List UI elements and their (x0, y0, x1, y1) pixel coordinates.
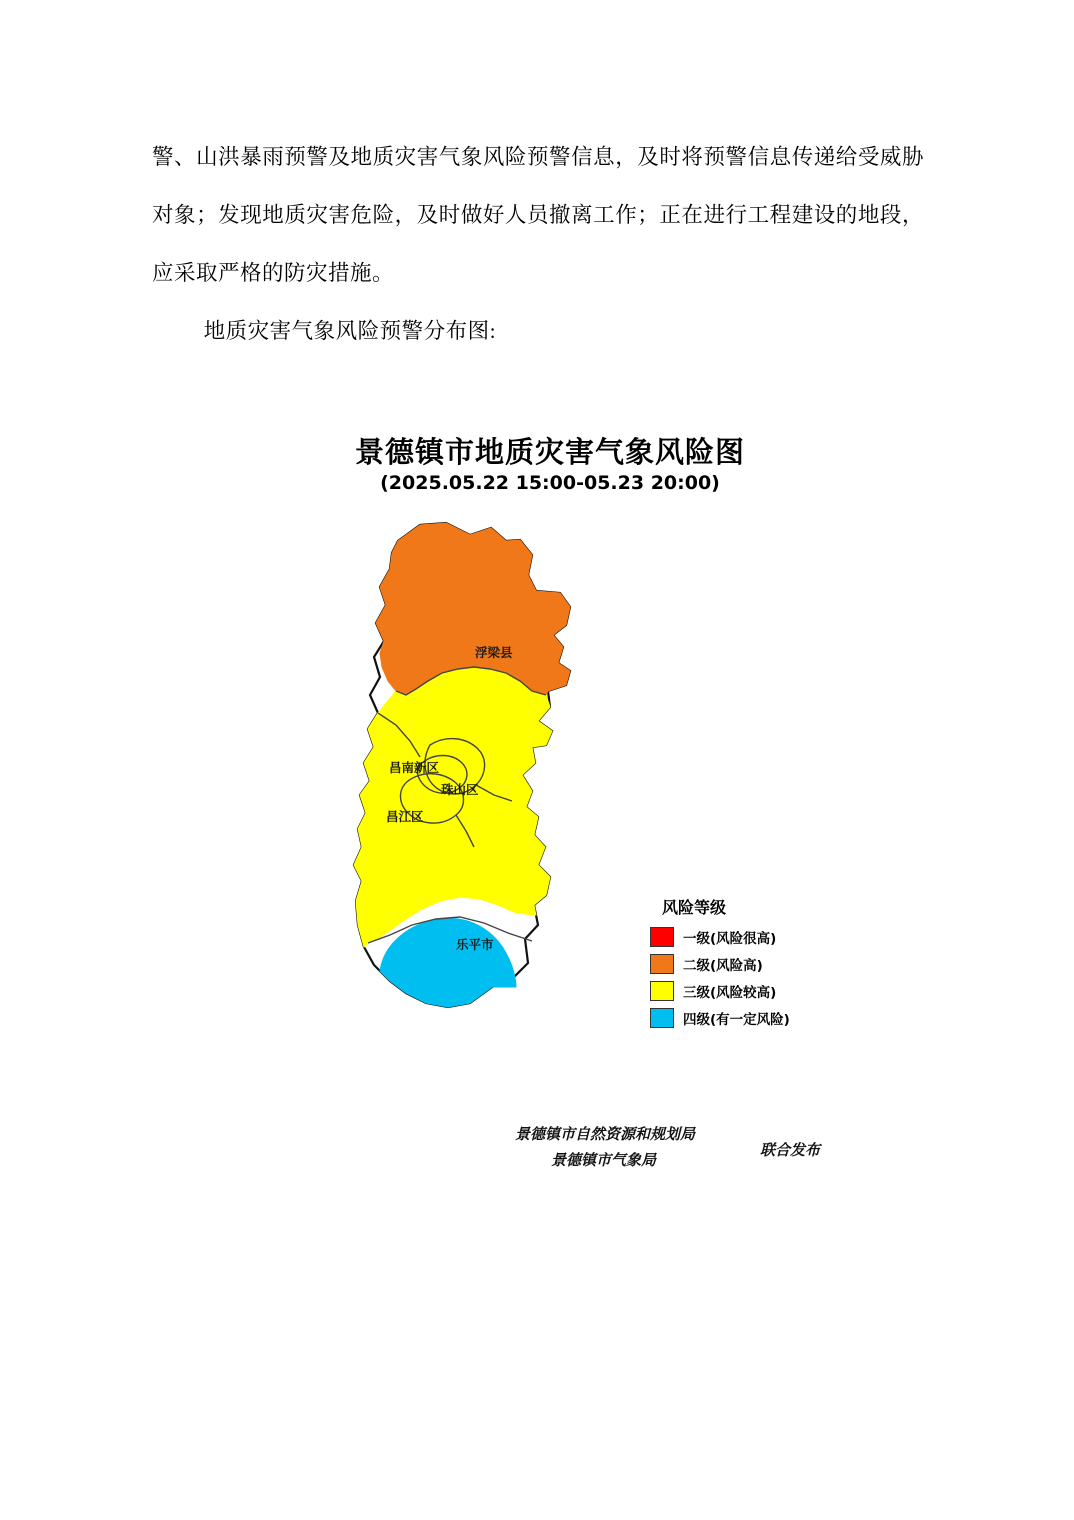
legend-label-level4: 四级(有一定风险) (683, 1012, 790, 1028)
legend-item-level3 (650, 981, 830, 1001)
publisher-line-1: 景德镇市自然资源和规划局 (515, 1125, 696, 1143)
city-label-leping: 乐平市 (456, 937, 494, 952)
map-subtitle: (2025.05.22 15:00-05.23 20:00) (380, 472, 720, 494)
legend-swatch-level4 (650, 1008, 674, 1028)
body-text-block (152, 128, 924, 360)
risk-map-figure (270, 415, 830, 1205)
legend-label-level3: 三级(风险较高) (683, 985, 777, 1001)
city-label-fuliang: 浮梁县 (475, 645, 513, 660)
legend-label-level1: 一级(风险很高) (683, 931, 777, 947)
map-title: 景德镇市地质灾害气象风险图 (354, 435, 745, 469)
legend-title: 风险等级 (662, 898, 727, 917)
city-label-zhushan: 珠山区 (441, 782, 479, 797)
legend-label-level2: 二级(风险高) (683, 958, 763, 974)
paragraph-1: 警、山洪暴雨预警及地质灾害气象风险预警信息，及时将预警信息传递给受威胁对象；发现地质灾害危险，及时做好人员撤离工作；正在进行工程建设的地段，应采取严格的防灾措施。 (152, 145, 924, 285)
city-label-changnanxinqu: 昌南新区 (389, 760, 440, 775)
legend-swatch-level3 (650, 981, 674, 1001)
publisher-line-3: 联合发布 (760, 1141, 821, 1159)
legend-swatch-level1 (650, 927, 674, 947)
map-legend (650, 895, 830, 1035)
legend-item-level1 (650, 927, 830, 947)
publisher-block (515, 1123, 845, 1193)
publisher-line-2: 景德镇市气象局 (551, 1151, 657, 1169)
legend-item-level4 (650, 1008, 830, 1028)
city-label-changjiang: 昌江区 (386, 809, 424, 824)
legend-swatch-level2 (650, 954, 674, 974)
legend-item-level2 (650, 954, 830, 974)
paragraph-2: 地质灾害气象风险预警分布图: (203, 319, 497, 343)
